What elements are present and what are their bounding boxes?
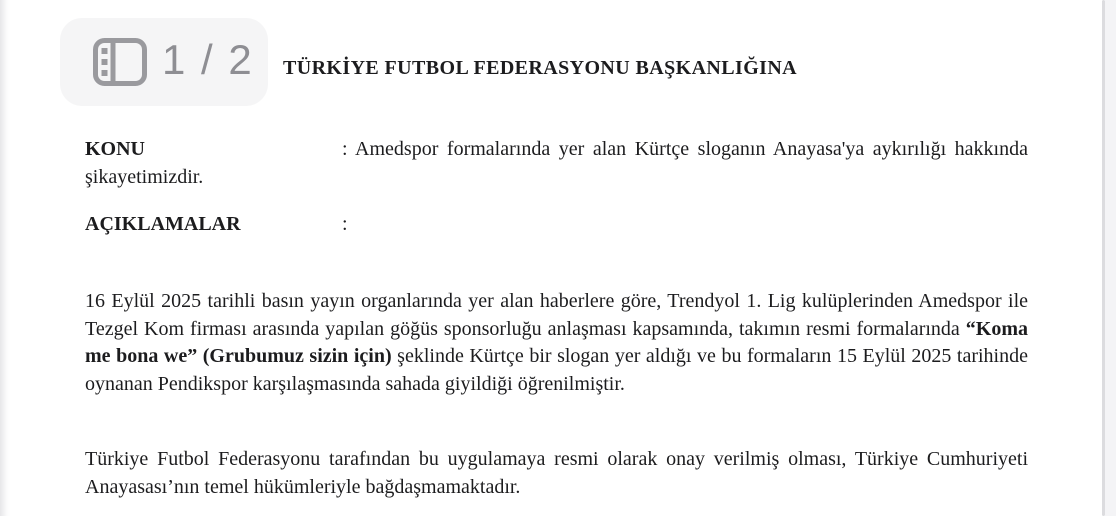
subject-text: Amedspor formalarında yer alan Kürtçe sloganın Anayasa'ya aykırılığı hakkında şikayetimizdir.: [85, 138, 1028, 188]
subject-colon: :: [342, 138, 348, 160]
paragraph-1-text-after: şeklinde Kürtçe bir slogan yer aldığı ve bu formaların 15 Eylül 2025 tarihinde oynanan Pendikspor karşılaşmasında sahada giyildiği öğrenilmiştir.: [85, 345, 1028, 395]
paragraph-1-text: 16 Eylül 2025 tarihli basın yayın organlarında yer alan haberlere göre, Trendyol 1. Lig kulüplerinden Amedspor ile Tezgel Kom firması arasında yapılan göğüs sponsorluğu anlaşması kapsamında, takımın resmi formalarında: [85, 290, 1028, 340]
paragraph-1-bold-slogan: “Koma me bona we” (Grubumuz sizin için): [85, 317, 1028, 367]
subject-label: KONU: [85, 138, 145, 160]
paragraph-1: [85, 288, 1028, 398]
paragraph-2: [85, 446, 1028, 501]
paragraph-2-text: Türkiye Futbol Federasyonu tarafından bu uygulamaya resmi olarak onay verilmiş olması, Türkiye Cumhuriyeti Anayasası’nın temel hükümleriyle bağdaşmamaktadır.: [85, 448, 1028, 498]
explanations-label: AÇIKLAMALAR: [85, 213, 241, 235]
explanations-colon: :: [342, 213, 348, 235]
viewer-gutter: [1105, 0, 1116, 516]
page-left-edge: [0, 0, 10, 516]
page-indicator-label: 1 / 2: [162, 36, 254, 83]
page-thumbnails-icon: [92, 37, 148, 87]
subject-block: [85, 136, 1028, 191]
explanations-block: [85, 211, 1028, 239]
document-title: TÜRKİYE FUTBOL FEDERASYONU BAŞKANLIĞINA: [283, 57, 798, 79]
page-indicator-badge[interactable]: [60, 18, 268, 106]
